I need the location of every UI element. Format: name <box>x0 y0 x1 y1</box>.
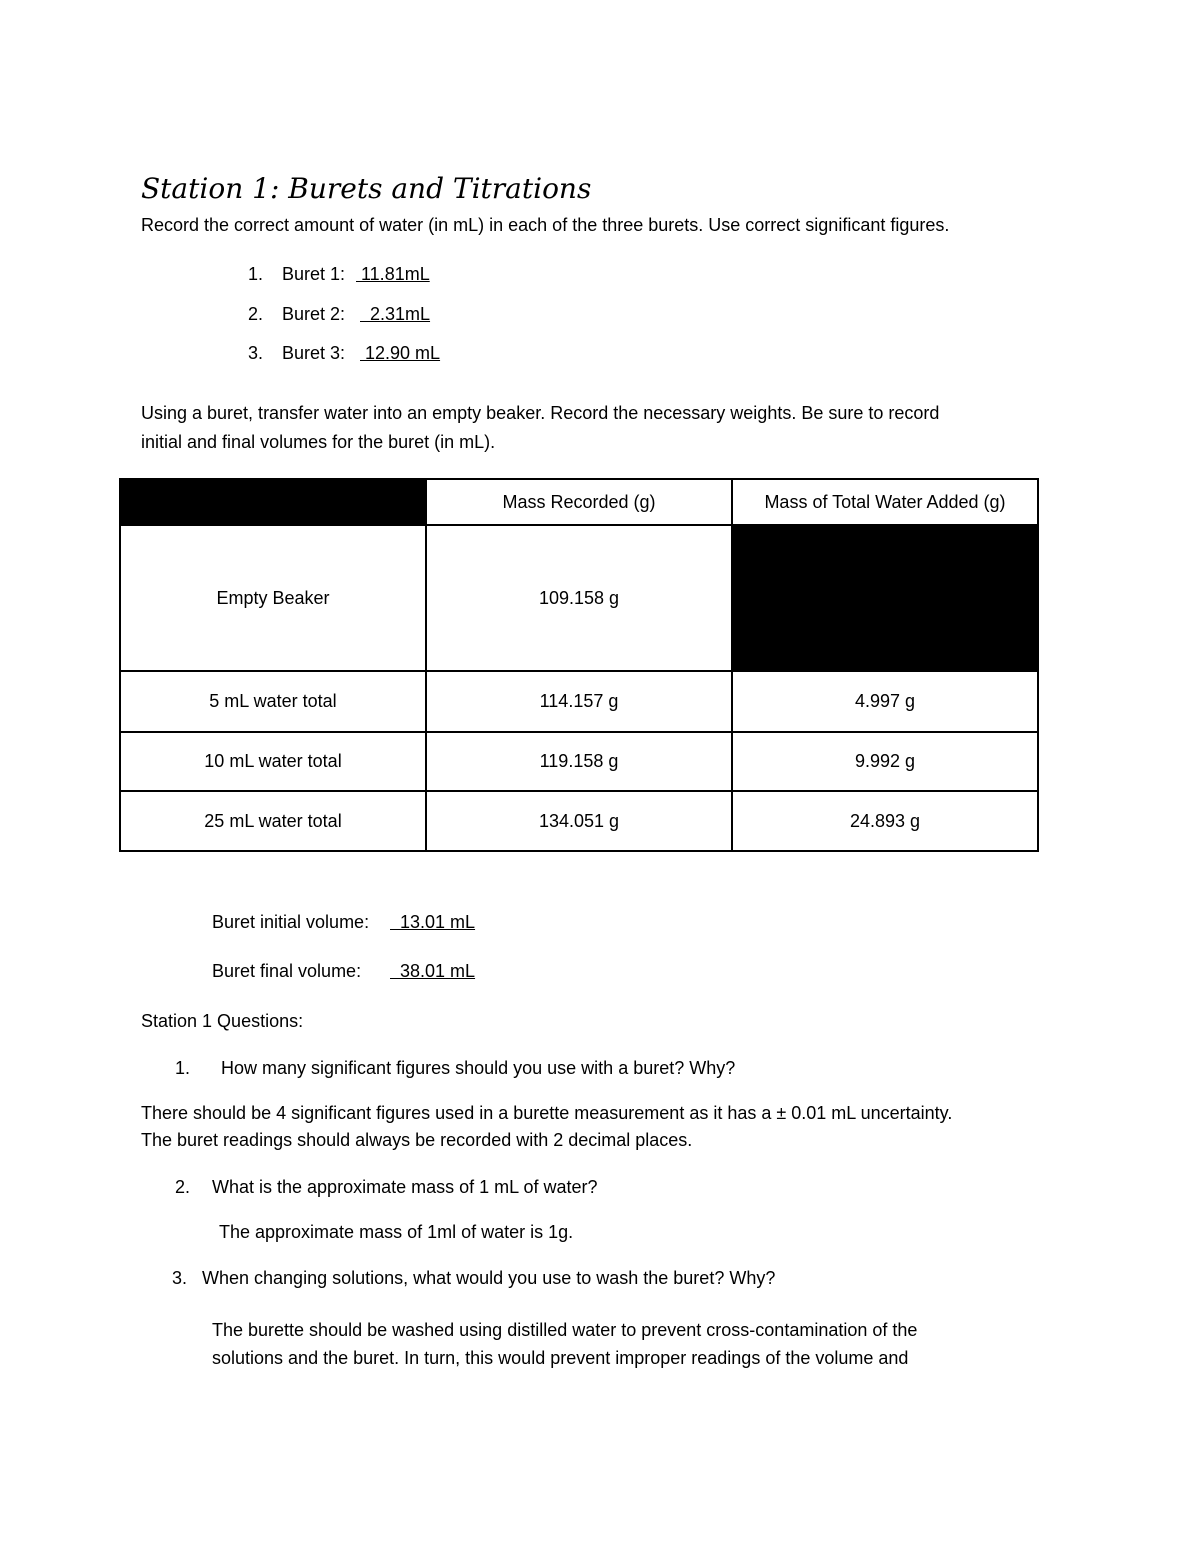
table-row <box>120 732 1038 791</box>
buret-2-label: Buret 2: <box>282 304 346 324</box>
row-added: 4.997 g <box>732 671 1038 732</box>
buret-3-label: Buret 3: <box>282 343 346 363</box>
row-mass: 119.158 g <box>426 732 732 791</box>
buret-1-label: Buret 1: <box>282 264 346 284</box>
transfer-text-line-1: Using a buret, transfer water into an empty beaker. Record the necessary weights. Be sure to record <box>141 403 940 423</box>
question-3-text: When changing solutions, what would you use to wash the buret? Why? <box>202 1268 776 1288</box>
question-1-text: How many significant figures should you use with a buret? Why? <box>221 1058 736 1078</box>
row-label: Empty Beaker <box>120 525 426 671</box>
row-added <box>732 525 1038 671</box>
buret-1-number: 1. <box>248 264 264 284</box>
table-row <box>120 791 1038 851</box>
final-volume-label: Buret final volume: <box>212 961 362 981</box>
buret-3-number: 3. <box>248 343 264 363</box>
table-header-mass-recorded: Mass Recorded (g) <box>426 479 732 525</box>
question-1-number: 1. <box>175 1058 191 1078</box>
answer-1-line-1: There should be 4 significant figures used in a burette measurement as it has a ± 0.01 mL uncertainty. <box>141 1103 953 1123</box>
question-2-number: 2. <box>175 1177 191 1197</box>
row-label: 25 mL water total <box>120 791 426 851</box>
initial-volume-label: Buret initial volume: <box>212 912 370 932</box>
row-added: 24.893 g <box>732 791 1038 851</box>
row-mass: 109.158 g <box>426 525 732 671</box>
question-3-number: 3. <box>172 1268 188 1288</box>
table-row <box>120 525 1038 671</box>
answer-3-line-1: The burette should be washed using distilled water to prevent cross-contamination of the <box>212 1320 918 1340</box>
answer-1-line-2: The buret readings should always be recorded with 2 decimal places. <box>141 1130 693 1150</box>
table-header-blank <box>120 479 426 525</box>
row-label: 10 mL water total <box>120 732 426 791</box>
buret-2-value: 2.31mL <box>360 304 431 324</box>
question-2-text: What is the approximate mass of 1 mL of water? <box>212 1177 598 1197</box>
buret-3-value: 12.90 mL <box>360 343 441 363</box>
table-header-row <box>120 479 1038 525</box>
buret-2-number: 2. <box>248 304 264 324</box>
row-label: 5 mL water total <box>120 671 426 732</box>
transfer-text-line-2: initial and final volumes for the buret (in mL). <box>141 432 496 452</box>
final-volume-value: 38.01 mL <box>390 961 476 981</box>
row-mass: 134.051 g <box>426 791 732 851</box>
table-row <box>120 671 1038 732</box>
answer-3-line-2: solutions and the buret. In turn, this would prevent improper readings of the volume and <box>212 1348 909 1368</box>
table-header-mass-added: Mass of Total Water Added (g) <box>732 479 1038 525</box>
row-added: 9.992 g <box>732 732 1038 791</box>
row-mass: 114.157 g <box>426 671 732 732</box>
instruction-text: Record the correct amount of water (in mL) in each of the three burets. Use correct significant figures. <box>141 215 950 235</box>
initial-volume-value: 13.01 mL <box>390 912 476 932</box>
mass-table <box>119 478 1039 852</box>
buret-1-value: 11.81mL <box>356 264 430 284</box>
page-title: Station 1: Burets and Titrations <box>141 172 592 205</box>
answer-2-text: The approximate mass of 1ml of water is 1g. <box>219 1222 574 1242</box>
questions-heading: Station 1 Questions: <box>141 1011 304 1031</box>
